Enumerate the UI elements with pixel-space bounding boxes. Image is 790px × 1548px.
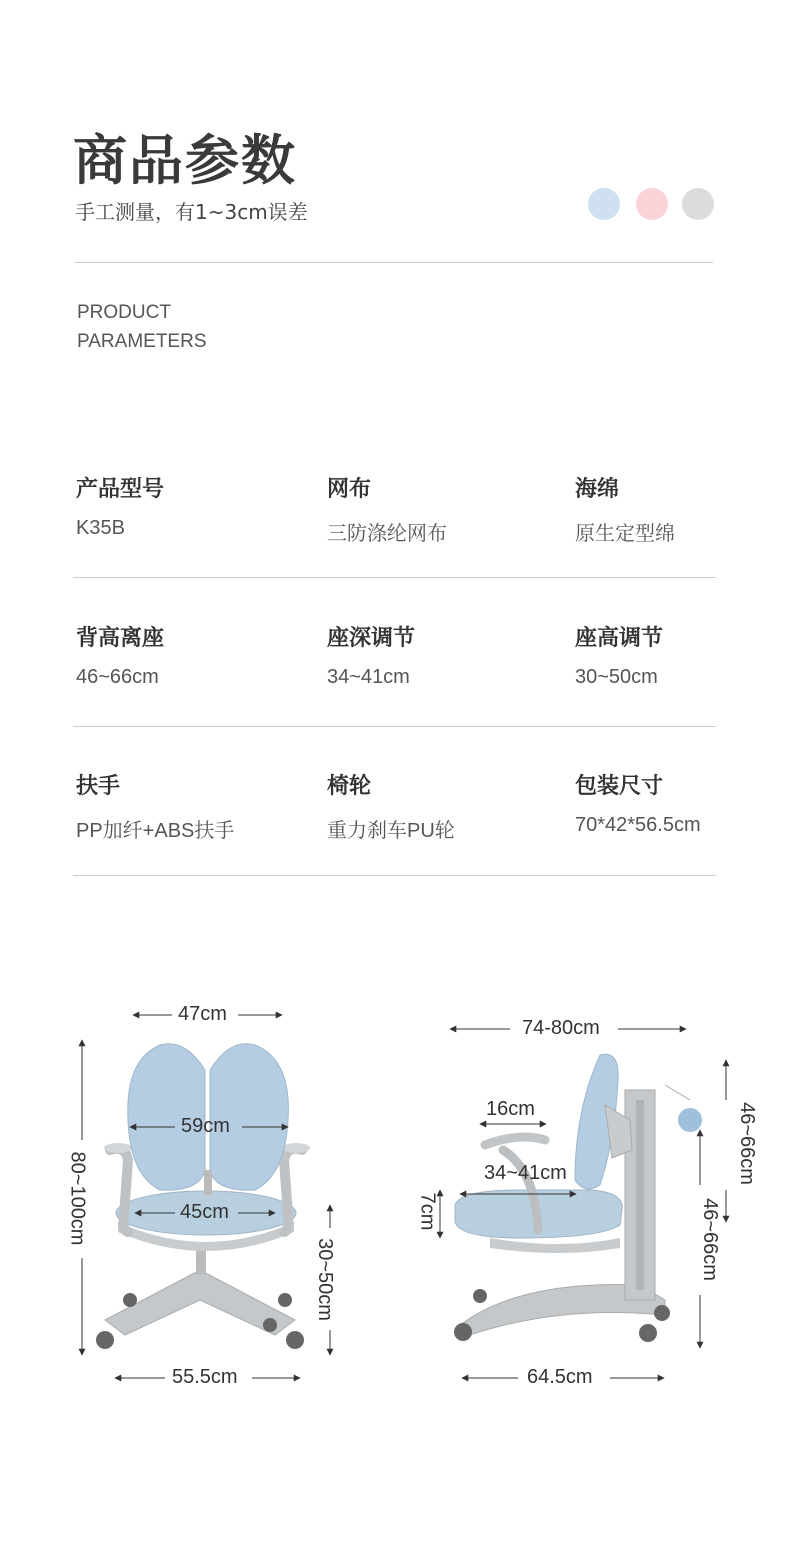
side-back-height-b-label: 46~66cm <box>698 1198 721 1281</box>
param-label: 产品型号 <box>76 477 165 502</box>
side-base-depth-label: 64.5cm <box>527 1366 593 1388</box>
param-label: 椅轮 <box>327 774 372 799</box>
param-label: 海绵 <box>575 477 620 502</box>
param-label: 座深调节 <box>327 626 416 651</box>
side-seat-depth-label: 34~41cm <box>484 1162 567 1184</box>
front-base-width-label: 55.5cm <box>172 1366 238 1388</box>
front-chair-illustration <box>96 1044 310 1349</box>
param-value: PP加纤+ABS扶手 <box>76 820 235 842</box>
page-title: 商品参数 <box>73 129 297 192</box>
param-value: K35B <box>76 517 125 539</box>
front-seat-width-label: 45cm <box>180 1201 229 1223</box>
front-width-top-label: 47cm <box>178 1003 227 1025</box>
param-value: 重力刹车PU轮 <box>327 820 455 842</box>
side-armrest-label: 16cm <box>486 1098 535 1120</box>
param-label: 座高调节 <box>575 626 664 651</box>
param-value: 原生定型绵 <box>575 523 675 545</box>
measurement-note: 手工测量，有1~3cm误差 <box>75 200 308 224</box>
side-seat-thickness-label: 7cm <box>416 1192 439 1231</box>
side-depth-top-label: 74-80cm <box>522 1017 600 1039</box>
front-width-mid-label: 59cm <box>181 1115 230 1137</box>
english-line-2: PARAMETERS <box>77 331 207 352</box>
front-seat-height-label: 30~50cm <box>313 1238 336 1321</box>
param-value: 34~41cm <box>327 666 410 688</box>
param-label: 包装尺寸 <box>575 774 664 799</box>
param-value: 46~66cm <box>76 666 159 688</box>
side-back-height-a-label: 46~66cm <box>735 1102 758 1185</box>
param-value: 三防涤纶网布 <box>327 523 447 545</box>
english-line-1: PRODUCT <box>77 302 171 323</box>
param-value: 30~50cm <box>575 666 658 688</box>
param-value: 70*42*56.5cm <box>575 814 701 836</box>
param-label: 扶手 <box>76 774 121 799</box>
front-total-height-label: 80~100cm <box>66 1151 89 1246</box>
param-label: 背高离座 <box>76 626 165 651</box>
param-label: 网布 <box>327 477 372 502</box>
